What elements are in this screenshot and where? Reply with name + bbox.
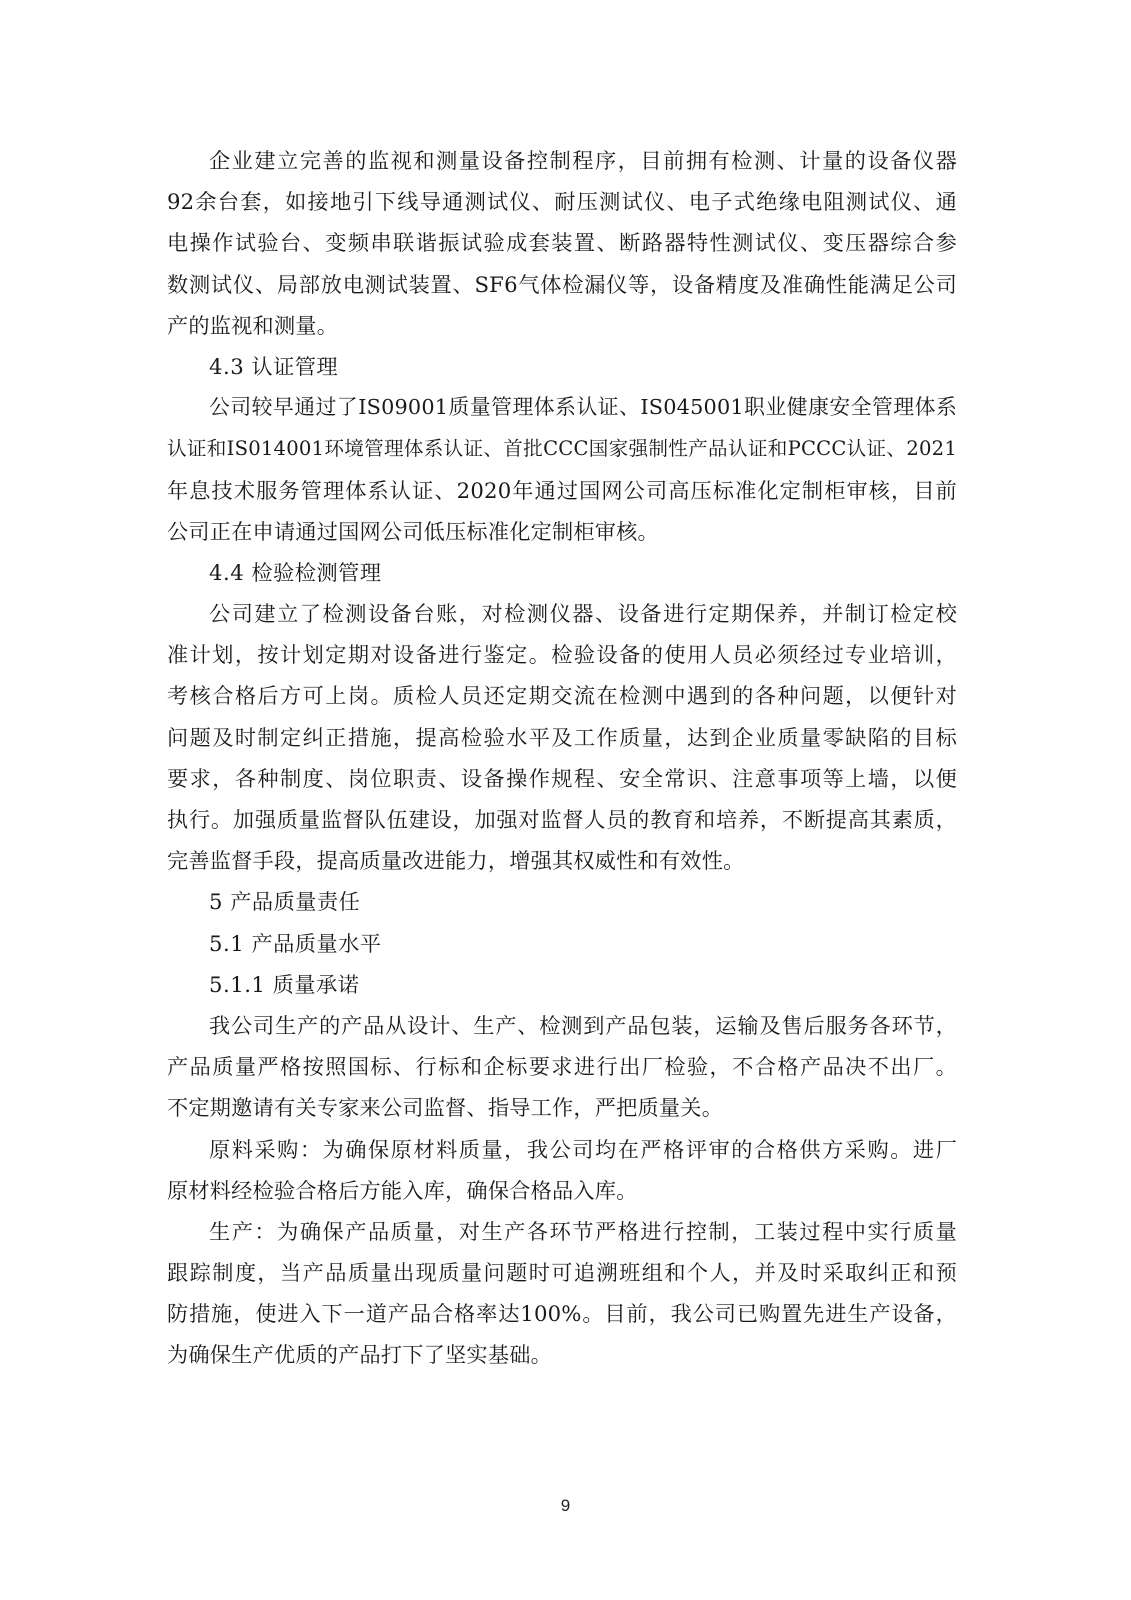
paragraph-line: 不定期邀请有关专家来公司监督、指导工作，严把质量关。 [167, 1095, 724, 1121]
paragraph-line: 产的监视和测量。 [167, 312, 339, 338]
paragraph-line: 公司建立了检测设备台账，对检测仪器、设备进行定期保养，并制订检定校 [209, 601, 957, 627]
paragraph-line: 我公司生产的产品从设计、生产、检测到产品包装，运输及售后服务各环节， [209, 1012, 957, 1038]
paragraph-line: 原材料经检验合格后方能入库，确保合格品入库。 [167, 1177, 638, 1203]
paragraph-line: 92余台套，如接地引下线导通测试仪、耐压测试仪、电子式绝缘电阻测试仪、通 [167, 189, 957, 215]
paragraph-line: 跟踪制度，当产品质量出现质量问题时可追溯班组和个人，并及时采取纠正和预 [167, 1260, 957, 1286]
paragraph-line: 公司正在申请通过国网公司低压标准化定制柜审核。 [167, 518, 659, 544]
paragraph-line: 考核合格后方可上岗。质检人员还定期交流在检测中遇到的各种问题，以便针对 [167, 683, 957, 709]
paragraph-line: 数测试仪、局部放电测试装置、SF6气体检漏仪等，设备精度及准确性能满足公司 [167, 271, 957, 297]
section-heading-5-1-1: 5.1.1 质量承诺 [209, 971, 360, 997]
section-heading-5-1: 5.1 产品质量水平 [209, 930, 382, 956]
paragraph-line: 问题及时制定纠正措施，提高检验水平及工作质量，达到企业质量零缺陷的目标 [167, 724, 957, 750]
paragraph-line: 生产：为确保产品质量，对生产各环节严格进行控制，工装过程中实行质量 [209, 1218, 957, 1244]
document-body [167, 140, 957, 1376]
paragraph-line: 完善监督手段，提高质量改进能力，增强其权威性和有效性。 [167, 848, 745, 874]
page-number: 9 [560, 1496, 571, 1515]
section-heading-4-3: 4.3 认证管理 [209, 353, 339, 379]
paragraph-line: 认证和IS014001环境管理体系认证、首批CCC国家强制性产品认证和PCCC认证、2021 [167, 437, 957, 461]
paragraph-line: 执行。加强质量监督队伍建设，加强对监督人员的教育和培养，不断提高其素质， [167, 807, 957, 832]
section-heading-5: 5 产品质量责任 [209, 889, 361, 915]
paragraph-line: 防措施，使进入下一道产品合格率达100%。目前，我公司已购置先进生产设备， [167, 1301, 957, 1327]
paragraph-line: 原料采购：为确保原材料质量，我公司均在严格评审的合格供方采购。进厂 [209, 1136, 957, 1162]
paragraph-line: 企业建立完善的监视和测量设备控制程序，目前拥有检测、计量的设备仪器 [209, 148, 957, 173]
section-heading-4-4: 4.4 检验检测管理 [209, 559, 382, 585]
paragraph-line: 准计划，按计划定期对设备进行鉴定。检验设备的使用人员必须经过专业培训， [167, 642, 957, 668]
paragraph-line: 产品质量严格按照国标、行标和企标要求进行出厂检验，不合格产品决不出厂。 [167, 1054, 957, 1080]
paragraph-line: 年息技术服务管理体系认证、2020年通过国网公司高压标准化定制柜审核，目前 [167, 477, 957, 503]
paragraph-line: 为确保生产优质的产品打下了坚实基础。 [167, 1342, 552, 1368]
paragraph-line: 电操作试验台、变频串联谐振试验成套装置、断路器特性测试仪、变压器综合参 [167, 230, 957, 256]
paragraph-line: 公司较早通过了IS09001质量管理体系认证、IS045001职业健康安全管理体系 [209, 395, 957, 420]
paragraph-line: 要求，各种制度、岗位职责、设备操作规程、安全常识、注意事项等上墙，以便 [167, 765, 957, 791]
